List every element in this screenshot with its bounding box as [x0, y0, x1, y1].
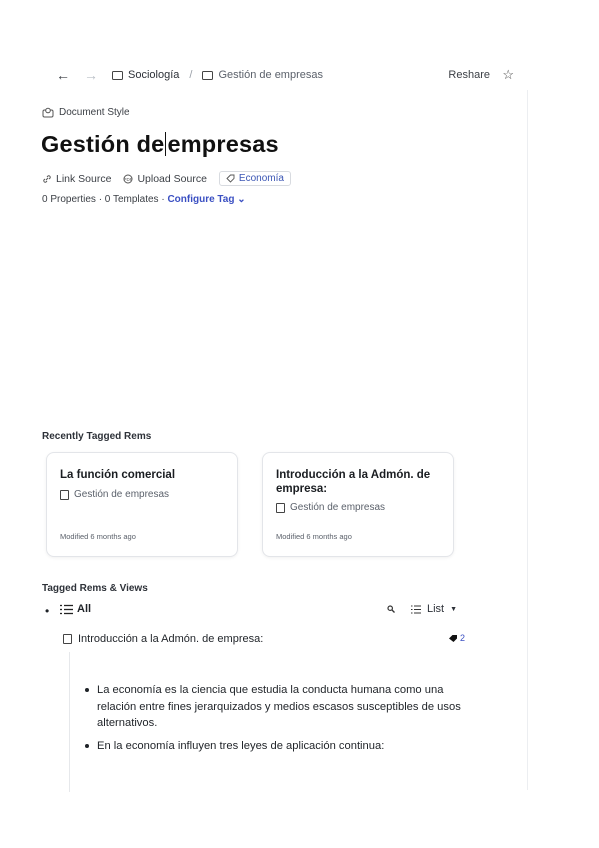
properties-text: 0 Properties · 0 Templates ·: [42, 194, 168, 205]
back-arrow-icon[interactable]: ←: [56, 67, 70, 83]
source-row: [42, 171, 291, 186]
upload-icon: [123, 174, 133, 184]
list-item[interactable]: La economía es la ciencia que estudia la conducta humana como una relación entre fines jerarquizados y medios escasos susceptibles de usos alternativos.: [80, 682, 475, 732]
breadcrumb-label: Sociología: [128, 69, 180, 81]
breadcrumb-sociologia[interactable]: [112, 69, 179, 81]
list-item[interactable]: En la economía influyen tres leyes de aplicación continua:: [80, 738, 475, 755]
folder-icon: [202, 71, 213, 80]
caret-down-icon: ▼: [450, 605, 458, 613]
svg-text:PDF: PDF: [123, 176, 133, 182]
tag-icon: [448, 634, 458, 643]
card-title: La función comercial: [60, 469, 176, 481]
view-mode-dropdown[interactable]: [411, 603, 457, 615]
link-source-button[interactable]: [42, 173, 111, 185]
rem-card[interactable]: [46, 452, 238, 557]
card-parent-label: Gestión de empresas: [290, 502, 386, 513]
breadcrumb-gestion[interactable]: [202, 69, 323, 81]
properties-row: [42, 194, 246, 205]
document-icon: [276, 503, 285, 513]
breadcrumb-separator: /: [189, 69, 193, 81]
link-source-label: Link Source: [56, 172, 112, 185]
search-icon[interactable]: [387, 605, 395, 615]
indent-guide: [69, 652, 70, 792]
document-style-button[interactable]: [42, 107, 130, 118]
card-parent: [60, 489, 169, 500]
tag-chip[interactable]: [219, 171, 291, 186]
document-icon: [60, 490, 69, 500]
tag-icon: [226, 174, 235, 183]
document-style-icon: [42, 107, 54, 118]
list-icon: [60, 604, 73, 615]
title-part2: empresas: [167, 131, 279, 157]
rem-title: Introducción a la Admón. de empresa:: [78, 633, 264, 645]
view-mode-label: List: [427, 603, 445, 615]
title-part1: Gestión de: [41, 131, 165, 157]
view-all-button[interactable]: [60, 603, 91, 615]
card-modified: Modified 6 months ago: [276, 532, 352, 541]
document-icon: [63, 634, 72, 644]
upload-source-label: Upload Source: [137, 172, 207, 185]
upload-source-button[interactable]: [123, 173, 206, 185]
breadcrumb-label: Gestión de empresas: [218, 69, 323, 81]
star-icon[interactable]: ☆: [502, 67, 514, 82]
bullet-icon: •: [45, 604, 50, 618]
tagged-rems-heading: Tagged Rems & Views: [42, 583, 148, 594]
card-modified: Modified 6 months ago: [60, 532, 136, 541]
tag-count-badge[interactable]: [448, 633, 465, 643]
recently-tagged-heading: Recently Tagged Rems: [42, 431, 152, 442]
reshare-button[interactable]: Reshare: [448, 69, 490, 81]
page-title[interactable]: [41, 131, 279, 158]
panel-divider: [527, 90, 528, 790]
view-row: [45, 603, 470, 619]
card-title: Introducción a la Admón. de empresa:: [276, 469, 431, 495]
folder-icon: [112, 71, 123, 80]
view-label: All: [77, 603, 92, 615]
card-parent-label: Gestión de empresas: [74, 489, 170, 500]
configure-tag-button[interactable]: Configure Tag ⌄: [167, 194, 246, 205]
document-style-label: Document Style: [59, 107, 130, 118]
forward-arrow-icon[interactable]: →: [84, 67, 98, 83]
top-bar: [56, 66, 514, 84]
card-parent: [276, 502, 385, 513]
list-icon: [411, 605, 421, 614]
tagged-rem-row[interactable]: [63, 633, 467, 645]
link-icon: [42, 174, 52, 184]
rem-card[interactable]: [262, 452, 454, 557]
tag-label: Economía: [238, 173, 284, 184]
tag-count: 2: [459, 633, 465, 643]
rem-children: [80, 682, 475, 760]
